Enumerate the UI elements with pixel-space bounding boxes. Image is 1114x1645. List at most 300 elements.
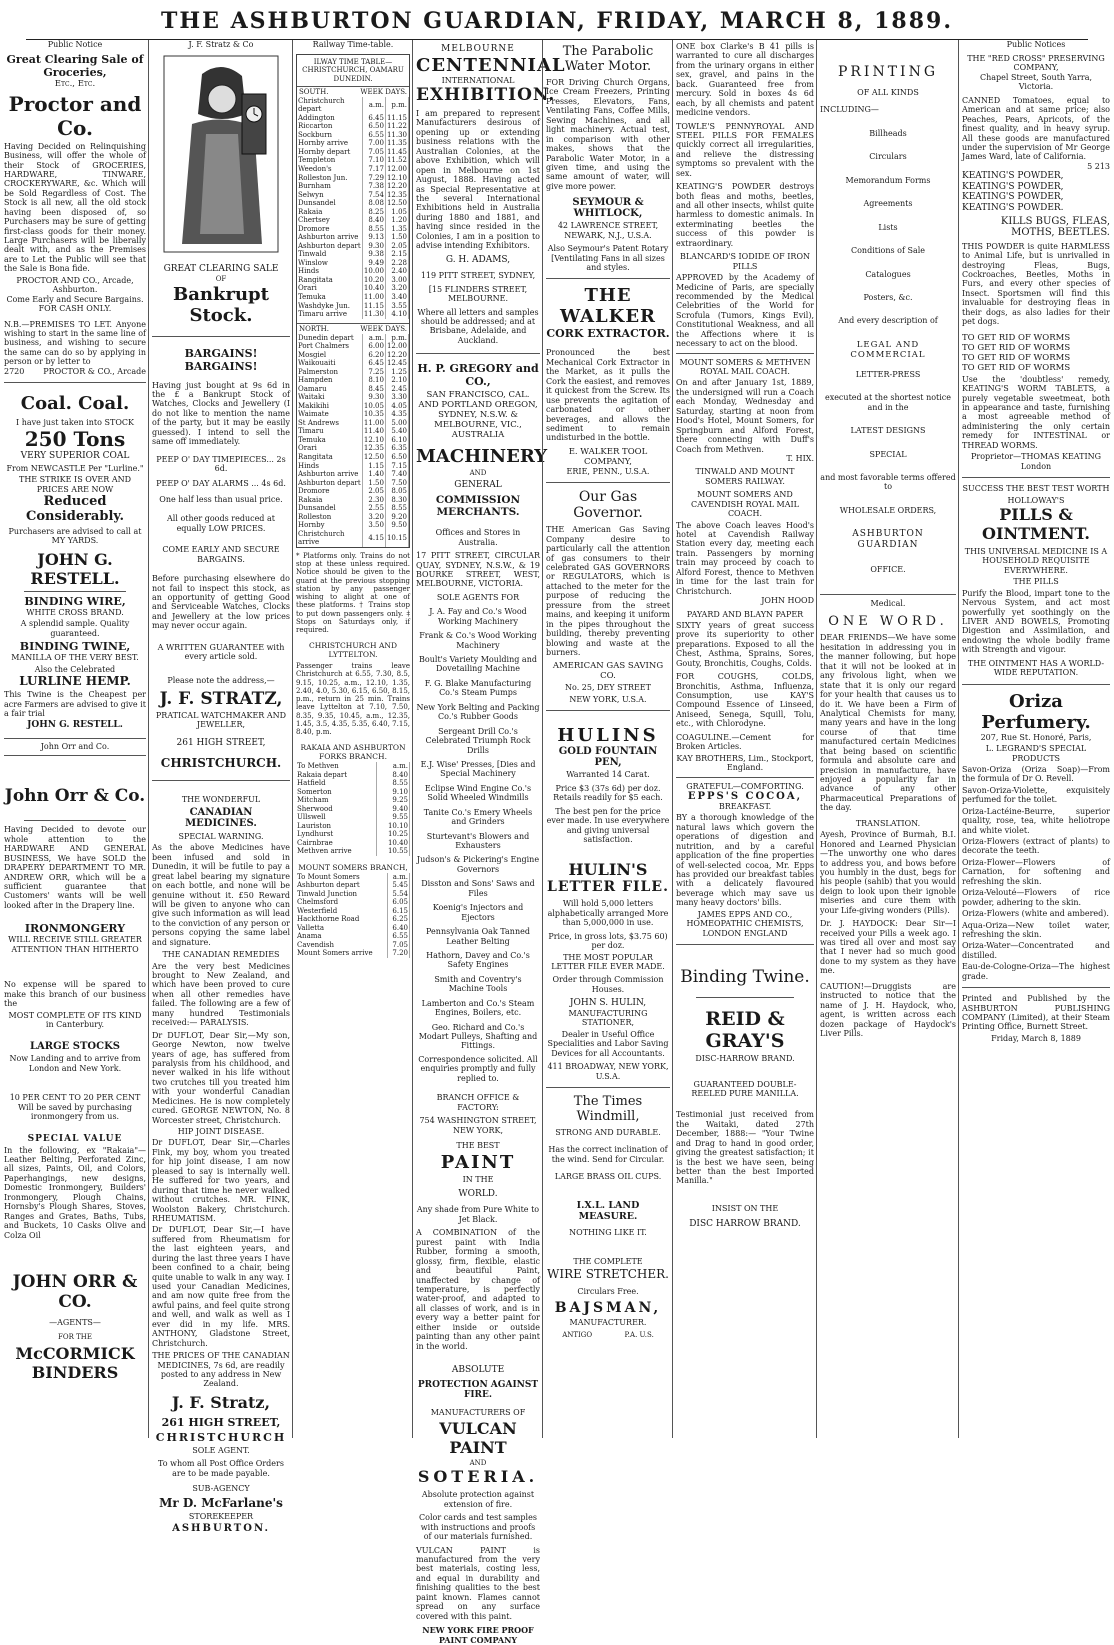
- mount-somers-row: [296, 907, 410, 916]
- north-station: Hornby: [297, 521, 362, 530]
- gas-ny: NEW YORK, U.S.A.: [569, 694, 647, 704]
- timetable-rakaia: [296, 762, 410, 856]
- north-time: 3.20: [362, 513, 385, 522]
- kay: KAY BROTHERS, Lim., Stockport, England.: [676, 753, 814, 773]
- north-time: p.m.: [385, 334, 408, 343]
- grateful: GRATEFUL—COMFORTING.: [686, 781, 804, 791]
- stratz-name-2: J. F. Stratz,: [171, 1392, 271, 1412]
- south-time: a.m.: [362, 97, 385, 114]
- sep-1: [148, 40, 149, 1438]
- coaguline: COAGULINE.—Cement for Broken Articles.: [676, 732, 814, 752]
- canadian-body: As the above Medicines have been infused and sold in Dunedin, it will be futile to pay a great label bearing my signature on each bottle, and none will be genuine without it. £50 Reward will be given to anyone who can give such information as will lead to the conviction of any person or persons copying the same label and signature.: [152, 843, 290, 947]
- north-station: Rangitata: [297, 453, 362, 462]
- binders: BINDERS: [31, 1362, 119, 1382]
- epps-body: BY a thorough knowledge of the natural laws which govern the operations of digestion and nutrition, and by a careful application of the fine properties of well-selected cocoa, Mr. Epps has provided our breakfast tables with a delicately flavoured beverage which may save us many heavy doctors' bills.: [676, 813, 814, 908]
- north-time: 5.40: [385, 427, 408, 436]
- south-time: 11.35: [386, 139, 407, 148]
- soteria: SOTERIA.: [417, 1467, 539, 1487]
- rakaia-station: Rakaia depart: [296, 771, 377, 780]
- south-time: 3.20: [385, 284, 408, 293]
- warranted: Warranted 14 Carat.: [566, 770, 650, 780]
- north-station: Waitaki: [297, 393, 362, 402]
- including: INCLUDING—: [820, 105, 879, 115]
- office: ASHBURTON GUARDIAN: [852, 529, 924, 550]
- north-time: 1.25: [385, 368, 408, 377]
- guaranteed: GUARANTEED DOUBLE-REELED PURE MANILLA.: [691, 1079, 799, 1098]
- bajsman: BAJSMAN,: [554, 1300, 662, 1317]
- agent-item: Disston and Sons' Saws and Files: [421, 879, 535, 898]
- south-time: 7.00: [362, 139, 385, 148]
- mount-somers-station: To Mount Somers: [296, 873, 388, 882]
- pen-price: Price $3 (37s 6d) per doz. Retails readily for $5 each.: [553, 783, 663, 803]
- epps: EPPS'S COCOA,: [687, 790, 803, 802]
- north-time: 4.35: [385, 410, 408, 419]
- antigo-2: P.A. U.S.: [624, 1331, 654, 1340]
- prices: THE PRICES OF THE CANADIAN MEDICINES, 7s 6d, are readily posted to any address in New Zealand.: [152, 1351, 290, 1389]
- north-station: Christchurch arrive: [297, 530, 362, 547]
- north-station: St Andrews: [297, 419, 362, 428]
- north-row: [297, 427, 409, 436]
- south-station: Rakaia: [297, 208, 362, 217]
- adams-addr-2: [15 FLINDERS STREET, MELBOURNE.: [428, 284, 528, 304]
- ixl: I.X.L. LAND MEASURE.: [576, 1199, 640, 1222]
- south-row: [297, 267, 409, 276]
- south-time: 12.00: [386, 165, 407, 173]
- rakaia-station: Mitcham: [296, 796, 377, 805]
- hulin-addr: 411 BROADWAY, NEW YORK, U.S.A.: [547, 1062, 669, 1081]
- exhibition: EXHIBITION.: [416, 85, 556, 106]
- south-row: [297, 97, 409, 114]
- adams-addr-1: 119 PITT STREET, SYDNEY,: [420, 271, 536, 281]
- south-time: 4.10: [385, 310, 408, 319]
- week-days-label-2: WEEK DAYS.: [360, 324, 407, 333]
- red-cross-addr: Chapel Street, South Yarra, Victoria.: [979, 72, 1093, 92]
- oriza-item: Eau-de-Cologne-Oriza—The highest grade.: [962, 962, 1110, 981]
- north-row: [297, 462, 409, 471]
- south-station: Orari: [297, 284, 362, 293]
- south-station: Rangitata: [297, 276, 362, 285]
- manufacturers: MANUFACTURERS OF: [430, 1407, 526, 1417]
- column-3: [296, 40, 410, 1438]
- south-time: 3.00: [385, 276, 408, 285]
- south-time: 2.15: [385, 250, 408, 259]
- address-2: 261 HIGH STREET,: [161, 1415, 281, 1429]
- circulars: Circulars Free.: [577, 1286, 639, 1296]
- mount-somers-station: Mount Somers arrive: [296, 949, 388, 958]
- south-time: 6.45: [362, 114, 385, 123]
- file-price: Price, in gross lots, $3.75 60) per doz.: [548, 931, 668, 951]
- in-the: IN THE: [462, 1175, 494, 1185]
- walker-body: Pronounced the best Mechanical Cork Extractor in the Market, as it pulls the Cork the easiest, and removes it quickest from the Screw. Its use prevents the agitation of carbonated or other beverages, and allows the sediment to remain undisturbed in the bottle.: [546, 348, 670, 443]
- oriza-item: Oriza-Lactéine-Beurre, superior quality, rose, tea, white heliotrope and white violet.: [962, 806, 1110, 835]
- agent-item: Eclipse Wind Engine Co.'s Solid Wheeled Windmills: [424, 783, 532, 803]
- south-time: 7.05: [362, 148, 385, 157]
- south-row: [297, 259, 409, 268]
- most-complete: MOST COMPLETE OF ITS KIND in Canterbury.: [8, 1010, 142, 1029]
- orr-header: John Orr and Co.: [40, 742, 110, 752]
- towle: TOWLE'S PENNYROYAL AND STEEL PILLS FOR FEMALES quickly correct all irregularities, and relieve the distressing symptoms so prevalent with the sex.: [676, 121, 814, 178]
- south-time: 9.30: [362, 242, 385, 251]
- binding-twine-col6: Binding Twine.: [680, 967, 810, 988]
- print-item: Posters, &c.: [863, 292, 913, 302]
- keating-line: KEATING'S POWDER.: [962, 203, 1064, 214]
- mount-somers-time: a.m.: [388, 873, 410, 882]
- north-time: 12.35: [363, 444, 384, 453]
- south-station: Hornby arrive: [297, 139, 362, 148]
- bankrupt-stock: Bankrupt Stock.: [173, 283, 269, 326]
- south-time: 9.49: [362, 259, 385, 268]
- stratz-illustration: [162, 54, 280, 254]
- south-station: Rolleston Jun.: [297, 174, 362, 183]
- canned: CANNED Tomatoes, equal to American and at same price; also Peaches, Pears, Apricots, of the finest quality, and in heavy syrup. All these goods are manufactured under the supervision of Mr George James Ward, late of California.: [962, 95, 1110, 162]
- parabolic-body: FOR Driving Church Organs, Ice Cream Freezers, Printing Presses, Elevators, Fans, Ventilating Fans, Coffee Mills, Sewing Machines, and all light machinery. Actual test, in comparison with other makes, shows that the Parabolic Water Motor, in a given time, and using the same amount of water, will give more power.: [546, 78, 670, 191]
- gas: Our Gas Governor.: [573, 489, 643, 522]
- strong: STRONG AND DURABLE.: [555, 1127, 661, 1137]
- coal-body: I have just taken into STOCK: [16, 417, 134, 427]
- splendid: A splendid sample. Quality guaranteed.: [20, 619, 130, 638]
- remedies-body: Are the very best Medicines brought to New Zealand, and which have been proved to cure when all other remedies have failed. The following are a few of many hundred Testimonials received:— PARALYSIS.: [152, 961, 290, 1028]
- north-station: Waimate: [297, 410, 362, 419]
- mcfarlane: Mr D. McFarlane's: [159, 1495, 283, 1510]
- south-row: [297, 148, 409, 157]
- north-row: [297, 470, 409, 479]
- south-time: 7.17: [362, 165, 385, 174]
- letter-file-title: HULIN'S: [568, 860, 648, 880]
- masthead: [0, 0, 1114, 36]
- insist: INSIST ON THE: [711, 1203, 779, 1213]
- great-sale: GREAT CLEARING SALE: [163, 264, 279, 274]
- coal-heading: Coal. Coal.: [20, 392, 130, 414]
- coal-advice: Purchasers are advised to call at MY YARDS.: [8, 527, 142, 546]
- north-time: 6.00: [362, 342, 385, 351]
- gas-body: THE American Gas Saving Company desire to particularly call the attention of gas consumers to their celebrated GAS GOVERNORS or REGULATORS, which is attached to the meter for the purpose of reducing the pressure from the street mains, and keeping it uniform in the pipes throughout the building, thereby preventing blowing and waste at the burners.: [546, 525, 670, 657]
- expense: No expense will be spared to make this branch of our business the: [4, 980, 146, 1009]
- large-stocks: LARGE STOCKS: [30, 1041, 120, 1053]
- south-row: [297, 310, 409, 319]
- south-row: [297, 174, 409, 183]
- mount-somers-row: [296, 873, 410, 882]
- south-time: 3.40: [385, 293, 408, 302]
- christchurch-2: CHRISTCHURCH: [155, 1430, 287, 1444]
- remedies: THE CANADIAN REMEDIES: [162, 950, 280, 960]
- testimonial-1: Dr DUFLOT, Dear Sir,—My son, George Newton, now twelve years of age, has suffered from paralysis from his childhood, and never walked in his life without two crutches till you treated him with your wonderful Canadian Medicines. He is now completely cured. GEORGE NEWTON, No. 8 Worcester street, Christchurch.: [152, 1030, 290, 1125]
- rakaia-time: 10.25: [377, 830, 410, 839]
- timetable-mount-somers: [296, 873, 410, 958]
- mount-somers-row: [296, 915, 410, 924]
- south-row: [297, 156, 409, 165]
- rakaia-title: RAKAIA AND ASHBURTON FORKS BRANCH.: [300, 743, 406, 762]
- keating-body: THIS POWDER is quite HARMLESS to Animal Life, but is unrivalled in destroying Fleas, Bugs, Cockroaches, Beetles, Moths in Furs, and every other species of Insect. Sportsmen will find this invaluable for destroying fleas in their dogs, as also ladies for their pet dogs.: [962, 241, 1110, 327]
- binding-twine: BINDING TWINE,: [19, 640, 131, 654]
- south-row: [297, 225, 409, 234]
- worms-lines: [962, 333, 1110, 373]
- rakaia-station: To Methven: [296, 762, 377, 771]
- rakaia-time: 9.25: [377, 796, 410, 805]
- worms-line: TO GET RID OF WORMS: [962, 352, 1071, 363]
- agent-item: Smith and Coventry's Machine Tools: [434, 974, 522, 994]
- south-time: 11.00: [363, 292, 384, 301]
- south-time: 8.25: [362, 208, 385, 217]
- north-time: 10.05: [363, 401, 384, 410]
- south-time: 2.40: [385, 267, 408, 276]
- gregory-cities: SAN FRANCISCO, CAL. AND PORTLAND OREGON, SYDNEY, N.S.W. & MELBOURNE, VIC., AUSTRALIA: [418, 390, 538, 441]
- rakaia-time: 8.40: [377, 771, 410, 780]
- north-time: 6.10: [385, 436, 408, 445]
- oriza-list: [962, 765, 1110, 981]
- north-station: Mosgiel: [297, 351, 362, 360]
- pills-body: Purify the Blood, impart tone to the Nervous System, and act most powerfully yet soothingly on the LIVER AND BOWELS, Promoting Digestion and Assimilation, and endowing the whole bodily frame with Strength and vigour.: [962, 588, 1110, 655]
- north-time: 12.20: [386, 350, 407, 359]
- north-time: 11.40: [363, 427, 384, 436]
- north-time: 11.00: [363, 418, 384, 427]
- south-time: 6.55: [362, 131, 385, 140]
- south-station: Burnham: [297, 182, 362, 191]
- rakaia-row: [296, 788, 410, 797]
- south-time: 11.30: [363, 310, 384, 319]
- mount-somers-row: [296, 949, 410, 958]
- gas-addr: No. 25, DEY STREET: [565, 683, 651, 693]
- canned-ref: 5 213: [1087, 161, 1110, 171]
- north-station: Waikouaiti: [297, 359, 362, 368]
- disc-brand: DISC HARROW BRAND.: [689, 1219, 801, 1230]
- melbourne: MELBOURNE: [441, 44, 515, 54]
- north-time: 2.55: [362, 504, 385, 513]
- north-station: Temuka: [297, 436, 362, 445]
- south-time: 2.05: [385, 242, 408, 251]
- walker: THE WALKER: [559, 285, 656, 328]
- proctor-ref: 2720: [4, 366, 25, 376]
- mount-somers-station: Chelmsford: [296, 898, 388, 907]
- agent-item: Lamberton and Co.'s Steam Engines, Boilers, etc.: [421, 998, 535, 1018]
- cav-sign: JOHN HOOD: [761, 596, 814, 606]
- groceries-heading: Great Clearing Sale of Groceries,: [6, 53, 144, 79]
- mount-somers-time: 5.54: [388, 890, 410, 899]
- newark: NEWARK, N.J., U.S.A.: [564, 230, 652, 240]
- north-station: Oamaru: [297, 385, 362, 394]
- oriza-item: Oriza-Flower—Flowers of Carnation, for softening and refreshing the skin.: [962, 857, 1110, 886]
- north-row: [297, 376, 409, 385]
- north-time: 1.15: [362, 462, 385, 471]
- word-body: DEAR FRIENDS—We have some hesitation in addressing you in the manner following, but hope that it will not be looked at in any frivolous light, when we state that it is only our regard for your health that causes us to do it. We have been a Firm of Analytical Chemists for many, many years and have in the long course of that time manufactured certain Medicines that being based on scientific formula and absolute care and precision in manufacture, have enjoyed a popularity far in advance of any other Pharmaceutical Preparations of the day.: [820, 633, 956, 813]
- print-item: Agreements: [863, 199, 913, 209]
- ironmongery-sub: WILL RECEIVE STILL GREATER ATTENTION THAN HITHERTO: [8, 935, 142, 954]
- rakaia-station: Somerton: [296, 788, 377, 797]
- rakaia-station: Hatfield: [296, 779, 377, 788]
- mount-somers-time: 6.25: [388, 915, 410, 924]
- south-row: [297, 284, 409, 293]
- north-time: 2.10: [385, 376, 408, 385]
- blancard: BLANCARD'S IODIDE OF IRON PILLS: [679, 252, 810, 271]
- north-time: 8.30: [385, 496, 408, 505]
- come-early: COME EARLY AND SECURE BARGAINS.: [162, 545, 280, 564]
- manufacturing: MANUFACTURING STATIONER,: [568, 1008, 648, 1028]
- north-time: 1.50: [362, 479, 385, 488]
- rakaia-station: Lyndhurst: [296, 830, 377, 839]
- cork: CORK EXTRACTOR.: [546, 327, 670, 341]
- special-warning: SPECIAL WARNING.: [178, 831, 264, 841]
- lurline: LURLINE HEMP.: [19, 674, 131, 689]
- one-box: ONE box Clarke's B 41 pills is warranted to cure all discharges from the urinary organs in either sex, gravel, and pains in the back. Guaranteed free from mercury. Sold in boxes 4s 6d each, by all chemists and patent medicine vendors.: [676, 42, 814, 118]
- most-popular: THE MOST POPULAR LETTER FILE EVER MADE.: [551, 952, 665, 971]
- holloway: HOLLOWAY'S: [1007, 495, 1065, 505]
- tinwald: TINWALD AND MOUNT SOMERS RAILWAY.: [695, 467, 795, 486]
- timetable-north: [297, 334, 409, 547]
- payard-body: SIXTY years of great success prove its superiority to other preparations. Exposed to all the Chest, Asthma, Sprains, Sores, Gouty, Bronchitis, Coughs, Colds.: [676, 620, 814, 668]
- office-2: OFFICE.: [870, 564, 906, 574]
- agent-item: F. G. Blake Manufacturing Co.'s Steam Pumps: [424, 678, 532, 698]
- hip-disease: HIP JOINT DISEASE.: [177, 1127, 265, 1137]
- north-station: Palmerston: [297, 368, 362, 377]
- success: SUCCESS THE BEST TEST WORTH: [962, 484, 1110, 494]
- south-time: 12.50: [386, 199, 407, 208]
- mount-somers-row: [296, 881, 410, 890]
- north-row: [297, 444, 409, 453]
- letter-file: LETTER FILE.: [547, 879, 669, 896]
- haydock: Dr. J. HAYDOCK: Dear Sir—I received your Pills a week ago. I was tired all over and most say that I never had so much good done to my system as they have me.: [820, 919, 956, 976]
- south-station: Winslow: [297, 259, 362, 268]
- south-label: SOUTH.: [299, 87, 329, 96]
- paint: PAINT: [440, 1152, 516, 1174]
- rakaia-time: 10.55: [377, 847, 410, 856]
- ny-fire: NEW YORK FIRE PROOF PAINT COMPANY: [422, 1625, 534, 1645]
- offices: Offices and Stores in Australia.: [435, 528, 521, 547]
- north-time: 4.05: [385, 402, 408, 411]
- south-time: 2.28: [385, 259, 408, 268]
- seymour-also: Also Seymour's Patent Rotary [Ventilating Fans in all sizes and styles.: [547, 244, 669, 272]
- agent-item: Pennsylvania Oak Tanned Leather Belting: [426, 927, 530, 946]
- antigo: ANTIGO: [562, 1331, 593, 1340]
- proctor-sign: PROCTOR AND CO., Arcade, Ashburton.: [16, 275, 134, 295]
- south-row: [297, 216, 409, 225]
- north-row: [297, 410, 409, 419]
- print-item: Lists: [878, 222, 898, 232]
- translation: TRANSLATION.: [855, 818, 921, 828]
- international: INTERNATIONAL: [441, 75, 515, 85]
- general-label: GENERAL: [454, 479, 502, 490]
- rakaia-row: [296, 830, 410, 839]
- rakaia-row: [296, 822, 410, 831]
- oriza-item: Oriza-Flowers (white and ambered).: [962, 909, 1109, 919]
- north-row: [297, 487, 409, 496]
- walker-addr: ERIE, PENN., U.S.A.: [566, 466, 650, 476]
- north-time: 7.50: [385, 479, 408, 488]
- north-time: 6.20: [362, 351, 385, 360]
- agent-item: E.J. Wise' Presses, [Dies and Special Machinery: [420, 759, 536, 779]
- north-time: 4.15: [362, 530, 385, 547]
- note-addr: Please note the address,—: [167, 675, 275, 685]
- north-row: [297, 402, 409, 411]
- south-station: Hinds: [297, 267, 362, 276]
- agent-item: Judson's & Pickering's Engine Governors: [416, 855, 540, 874]
- ointment: THE OINTMENT HAS A WORLD-WIDE REPUTATION.: [967, 658, 1105, 678]
- oriza-item: Oriza-Velouté—Flowers of rice powder, adhering to the skin.: [962, 888, 1110, 907]
- parabolic: The Parabolic Water Motor.: [562, 44, 654, 74]
- proctor-to-let: N.B.—PREMISES TO LET. Anyone wishing to start in the same line of business, and wishing to secure the same can do so by applying in person or by letter to: [4, 319, 146, 367]
- high-street: 261 HIGH STREET,: [176, 737, 266, 748]
- sep-3: [412, 40, 413, 1438]
- gas-co: AMERICAN GAS SAVING CO.: [552, 661, 664, 682]
- south-row: [297, 242, 409, 251]
- proctor-ref-row: [4, 367, 146, 376]
- sep-2: [292, 40, 293, 1438]
- north-row: [297, 504, 409, 513]
- print-item: Memorandum Forms: [845, 175, 931, 185]
- coal-quality: VERY SUPERIOR COAL: [20, 451, 130, 462]
- postal: To whom all Post Office Orders are to be made payable.: [158, 1459, 284, 1478]
- stratz-name: J. F. STRATZ,: [159, 689, 283, 709]
- col2-header: J. F. Stratz & Co: [188, 40, 254, 49]
- medical: Medical.: [870, 599, 906, 608]
- south-time: 9.13: [362, 233, 385, 242]
- disc: DISC-HARROW BRAND.: [695, 1054, 795, 1064]
- ironmongery: IRONMONGERY: [24, 922, 126, 936]
- column-2: [152, 40, 290, 1535]
- north-row: [297, 521, 409, 530]
- rakaia-time: 9.55: [377, 813, 410, 822]
- rakaia-row: [296, 762, 410, 771]
- bargains: BARGAINS! BARGAINS!: [184, 346, 258, 373]
- rakaia-row: [296, 847, 410, 856]
- keating-line: KEATING'S POWDER,: [962, 192, 1064, 203]
- cups: LARGE BRASS OIL CUPS.: [554, 1172, 662, 1182]
- mount-somers-station: Valletta: [296, 924, 388, 933]
- agent-item: Sturtevant's Blowers and Exhausters: [426, 831, 530, 851]
- railway-box: [296, 54, 410, 548]
- oriza-item: Oriza-Water—Concentrated and distilled.: [962, 941, 1110, 960]
- north-time: 12.45: [386, 359, 407, 368]
- north-row: [297, 436, 409, 445]
- binding-wire: BINDING WIRE,: [24, 594, 126, 608]
- worms-line: TO GET RID OF WORMS: [962, 362, 1071, 373]
- all-kinds: OF ALL KINDS: [857, 88, 919, 97]
- south-row: [297, 233, 409, 242]
- worms-line: TO GET RID OF WORMS: [962, 332, 1071, 343]
- rakaia-time: 9.10: [377, 788, 410, 797]
- proctor-body: Having Decided on Relinquishing Business, will offer the whole of their Stock of GROCERIES, HARDWARE, TINWARE, CROCKERYWARE, &c. Which will be Sold Regardless of Cost. The Stock is all new, all the old stock having been disposed of, so Purchasers may be sure of getting first-class goods for their money. Large Purchasers will be liberally dealt with, and as the Premises are to Let the Public will see that the Sale is Bona fide.: [4, 141, 146, 274]
- mount-somers-coach: MOUNT SOMERS & METHVEN ROYAL MAIL COACH.: [679, 357, 811, 376]
- north-station: Makikihi: [297, 402, 362, 411]
- north-time: 8.55: [385, 504, 408, 513]
- oriza-item: Oriza-Flowers (extract of plants) to decorate the teeth.: [962, 837, 1110, 856]
- ashburton: ASHBURTON.: [172, 1523, 270, 1535]
- seymour-addr: 42 LAWRENCE STREET,: [557, 221, 659, 231]
- one-half: One half less than usual price.: [159, 494, 283, 504]
- coal-reduced: Reduced Considerably.: [26, 494, 124, 525]
- print-items: [820, 129, 956, 303]
- mount-somers-time: 5.45: [388, 881, 410, 890]
- orr-body: Having Decided to devote our whole attention to the HARDWARE AND GENERAL BUSINESS, We have SOLD the DRAPERY DEPARTMENT TO MR. ANDREW ORR, which will be a sufficient guarantee that Customers' wants will be well looked after in the Drapery line.: [4, 825, 146, 910]
- north-time: 7.40: [385, 470, 408, 479]
- vulcan: VULCAN PAINT: [439, 1419, 517, 1458]
- north-time: 9.30: [362, 393, 385, 402]
- of-label: OF: [215, 275, 227, 284]
- north-time: 9.20: [385, 513, 408, 522]
- south-row: [297, 276, 409, 285]
- mount-somers-station: Hackthorne Road: [296, 915, 388, 924]
- railway-notes: * Platforms only. Trains do not stop at these unless required. Notice should be given to the guard at the previous stopping station by any passenger wishing to alight at one of these platforms. † Trains stop to put down passengers only. ‡ Stops on Saturdays only, if required.: [296, 551, 410, 635]
- railway-header: Railway Time-table.: [312, 40, 394, 49]
- kills: KILLS BUGS, FLEAS, MOTHS, BEETLES.: [1000, 215, 1110, 238]
- north-station: Port Chalmers: [297, 342, 362, 351]
- north-time: 8.10: [362, 376, 385, 385]
- printing: PRINTING: [837, 64, 939, 80]
- offices-addr: 17 PITT STREET, CIRCULAR QUAY, SYDNEY, N.S.W., & 19 BOURKE STREET, WEST, MELBOURNE, VICTORIA.: [416, 551, 540, 589]
- wholesale: WHOLESALE ORDERS,: [839, 505, 937, 515]
- north-station: Ashburton depart: [298, 478, 361, 487]
- week-days-label: WEEK DAYS.: [360, 87, 407, 96]
- any-shade: Any shade from Pure White to Jet Black.: [416, 1205, 540, 1224]
- south-time: 10.40: [363, 284, 384, 293]
